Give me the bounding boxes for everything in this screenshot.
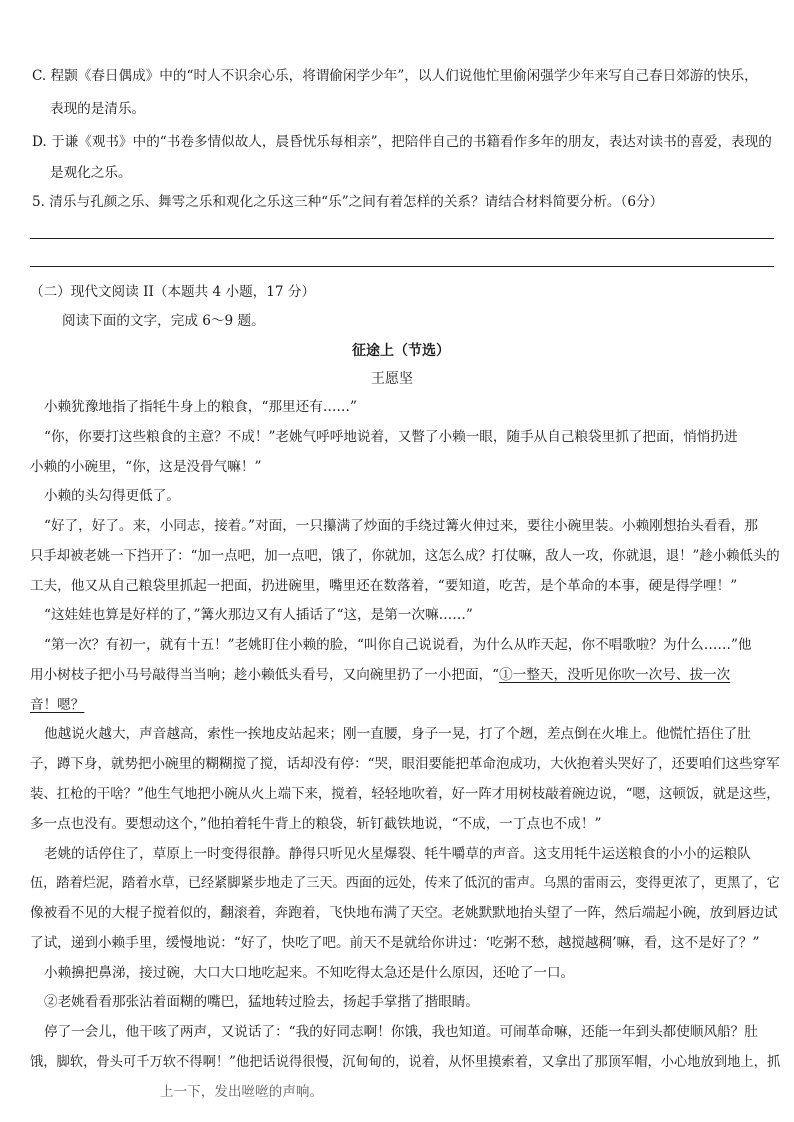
paragraph-2-line1: “你，你要打这些粮食的主意？不成！”老姚气呼呼地说着，又瞥了小赖一眼，随手从自己粮袋里抓了把面，悄悄扔进 <box>44 429 738 445</box>
paragraph-8-line2: 伍，踏着烂泥，踏着水草，已经紧脚紧步地走了三天。西面的远处，传来了低沉的雷声。乌黑的雷雨云，变得更浓了，更黑了，它 <box>30 875 780 891</box>
answer-line-2 <box>30 266 774 267</box>
paragraph-8-line4: 了试，递到小赖手里，缓慢地说：“好了，快吃了吧。前天不是就给你讲过：‘吃粥不愁，越搅越稠’嘛，看，这不是好了？” <box>30 935 760 951</box>
paragraph-6-line2 <box>30 666 730 684</box>
paragraph-6-line1: “第一次？有初一，就有十五！”老姚盯住小赖的脸，“叫你自己说说看，为什么从昨天起，你不唱歌啦？为什么……”他 <box>44 637 752 653</box>
paragraph-11-line3: 上一下，发出咝咝的声响。 <box>160 1084 324 1100</box>
paragraph-7-line4: 多一点也没有。要想动这个，”他拍着牦牛背上的粮袋，斩钉截铁地说，“不成，一丁点也不成！” <box>30 816 602 832</box>
paragraph-8-line1: 老姚的话停住了，草原上一时变得很静。静得只听见火星爆裂、牦牛嚼草的声音。这支用牦牛运送粮食的小小的运粮队 <box>44 846 751 862</box>
option-c-line2: 表现的是清乐。 <box>50 101 146 117</box>
section-header: （二）现代文阅读 II（本题共 4 小题，17 分） <box>30 284 316 300</box>
paragraph-11-line2: 饿，脚软，骨头可千万软不得啊！”他把话说得很慢，沉甸甸的，说着，从怀里摸索着，又拿出了那顶军帽，小心地放到地上，抓 <box>30 1054 781 1070</box>
option-c-line1: C. 程颢《春日偶成》中的“时人不识余心乐，将谓偷闲学少年”，以人们说他忙里偷闲强学少年来写自己春日郊游的快乐， <box>32 68 758 84</box>
answer-line-1 <box>30 238 774 239</box>
paragraph-6-line2-text: 用小树枝子把小马号敲得当当响；趁小赖低头看号，又向碗里扔了一小把面，“ <box>30 667 500 683</box>
paragraph-11-line1: 停了一会儿，他干咳了两声，又说话了：“我的好同志啊！你饿，我也知道。可闹革命嘛，还能一年到头都使顺风船？肚 <box>44 1024 758 1040</box>
paragraph-4-line1: “好了，好了。来，小同志，接着。”对面，一只攥满了炒面的手绕过篝火伸过来，要往小碗里装。小赖刚想抬头看看，那 <box>44 518 758 534</box>
question-5: 5. 清乐与孔颜之乐、舞雩之乐和观化之乐这三种“乐”之间有着怎样的关系？请结合材料简要分析。（6分） <box>32 194 664 210</box>
paragraph-1: 小赖犹豫地指了指牦牛身上的粮食，“那里还有……” <box>44 399 357 415</box>
paragraph-8-line3: 像被看不见的大棍子搅着似的，翻滚着，奔跑着，飞快地布满了天空。老姚默默地抬头望了一阵，然后端起小碗，放到唇边试 <box>30 905 778 921</box>
section-instruction: 阅读下面的文字，完成 6～9 题。 <box>62 313 265 329</box>
paragraph-2-line2: 小赖的小碗里，“你，这是没骨气嘛！” <box>30 459 262 475</box>
paragraph-9: 小赖擤把鼻涕，接过碗，大口大口地吃起来。不知吃得太急还是什么原因，还呛了一口。 <box>44 965 575 981</box>
paragraph-4-line2: 只手却被老姚一下挡开了：“加一点吧，加一点吧，饿了，你就加，这怎么成？打仗嘛，敌人一攻，你就退，退！”趁小赖低头的 <box>30 548 780 564</box>
paragraph-5: “这娃娃也算是好样的了，”篝火那边又有人插话了“这，是第一次嘛……” <box>44 607 473 623</box>
option-d-line2: 是观化之乐。 <box>50 165 132 181</box>
paragraph-3: 小赖的头勾得更低了。 <box>44 488 180 504</box>
option-d-line1: D. 于谦《观书》中的“书卷多情似故人，晨昏忧乐每相亲”，把陪伴自己的书籍看作多年的朋友，表达对读书的喜爱，表现的 <box>32 134 772 150</box>
paragraph-10: ②老姚看看那张沾着面糊的嘴巴，猛地转过脸去，扬起手掌揩了揩眼睛。 <box>44 994 479 1010</box>
passage-author: 王愿坚 <box>371 371 413 387</box>
paragraph-4-line3: 工夫，他又从自己粮袋里抓起一把面，扔进碗里，嘴里还在数落着，“要知道，吃苦，是个革命的本事，硬是得学哩！” <box>30 578 738 594</box>
paragraph-6-line3: 音！嗯？ <box>30 697 85 713</box>
passage-title: 征途上（节选） <box>352 343 450 359</box>
underlined-sentence-1: ①一整天，没听见你吹一次号、拔一次 <box>499 667 731 683</box>
paragraph-7-line3: 装、扛枪的干啥？”他生气地把小碗从火上端下来，搅着，轻轻地吹着，好一阵才用树枝敲着碗边说，“嗯，这顿饭，就是这些， <box>30 786 780 802</box>
paragraph-7-line1: 他越说火越大，声音越高，索性一挨地皮站起来；刚一直腰，身子一晃，打了个趔，差点倒在火堆上。他慌忙捂住了肚 <box>44 726 751 742</box>
paragraph-7-line2: 子，蹲下身，就势把小碗里的糊糊搅了搅，话却没有停：“哭，眼泪要能把革命泡成功，大伙抱着头哭好了，还要咱们这些穿军 <box>30 756 780 772</box>
